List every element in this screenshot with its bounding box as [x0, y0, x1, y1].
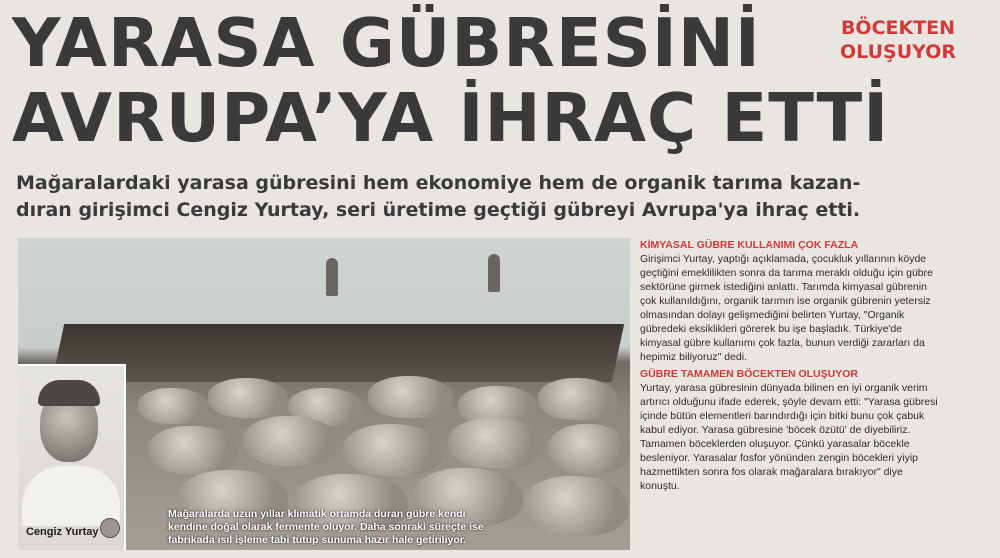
- article-paragraph-1: Girişimci Yurtay, yaptığı açıklamada, çocukluk yıllarının köyde geçtiğini emeklilikten sonra da tarıma meraklı olduğu için gübre sektörüne girmek istediğini anlattı. Tarımda kimyasal gübrenin çok kullanıldığını, organik tarımın ise organik gübrenin yetersiz olmasından dolayı gelişmediğini belirten Yurtay, "Organik gübredeki eksiklikleri görerek bu işe başladık. Türkiye'de kimyasal gübre kullanımı çok fazla, bunun verdiği zararları da hepimiz biliyoruz" dedi.: [640, 253, 933, 363]
- sack: [148, 426, 238, 474]
- sack: [243, 416, 338, 466]
- manure-pile: [52, 324, 624, 382]
- sack: [548, 424, 630, 474]
- deck: [16, 170, 986, 224]
- sack: [368, 376, 453, 418]
- portrait-name: Cengiz Yurtay: [26, 526, 99, 538]
- deck-line-1: Mağaralardaki yarasa gübresini hem ekonomiye hem de organik tarıma kazan-: [16, 172, 861, 194]
- sack: [448, 418, 543, 468]
- logo-badge-icon: [100, 518, 120, 538]
- photo-caption-line-2: kendine doğal olarak fermente oluyor. Daha sonraki süreçte ise: [168, 521, 484, 533]
- photo-caption-line-3: fabrikada ısıl işleme tabi tutup sunuma hazır hale getiriliyor.: [168, 534, 467, 546]
- article-column: [640, 238, 940, 496]
- sack: [538, 378, 618, 420]
- photo-caption: [168, 508, 518, 547]
- subhead-insect-fertilizer: GÜBRE TAMAMEN BÖCEKTEN OLUŞUYOR: [640, 368, 858, 380]
- portrait-hair: [38, 380, 100, 406]
- sack: [523, 476, 628, 536]
- kicker-line-2: OLUŞUYOR: [840, 41, 956, 63]
- headline-line-1: YARASA GÜBRESİNİ: [12, 4, 761, 82]
- sack: [138, 388, 208, 424]
- kicker-line-1: BÖCEKTEN: [840, 17, 956, 39]
- portrait-inset: [18, 364, 126, 550]
- photo-caption-line-1: Mağaralarda uzun yıllar klimatik ortamda duran gübre kendi: [168, 508, 466, 520]
- sack: [343, 424, 443, 476]
- kicker: [828, 16, 968, 64]
- sack: [208, 378, 288, 418]
- portrait-shirt: [22, 466, 120, 526]
- deck-line-2: dıran girişimci Cengiz Yurtay, seri üretime geçtiği gübreyi Avrupa'ya ihraç etti.: [16, 199, 861, 221]
- article-paragraph-2: Yurtay, yarasa gübresinin dünyada bilinen en iyi organik verim artırıcı olduğunu ifade ederek, şöyle devam etti: "Yarasa gübresi içinde bütün elementleri barındırdığı için bitki bunu çok çabuk kabul ediyor. Yarasa gübresine 'böcek özütü' de diyebiliriz. Tamamen böceklerden oluşuyor. Çünkü yarasalar böcekle besleniyor. Yarasalar fosfor yönünden zengin böcekleri yiyip hazmettikten sonra fos olarak mağaralara bırakıyor" diye konuştu.: [640, 382, 938, 492]
- headline-line-2: AVRUPA’YA İHRAÇ ETTİ: [12, 79, 890, 157]
- subhead-chemical-fertilizer: KİMYASAL GÜBRE KULLANIMI ÇOK FAZLA: [640, 239, 859, 251]
- worker-figure: [488, 254, 500, 292]
- headline: [12, 4, 890, 157]
- main-photo: [18, 238, 630, 550]
- worker-figure: [326, 258, 338, 296]
